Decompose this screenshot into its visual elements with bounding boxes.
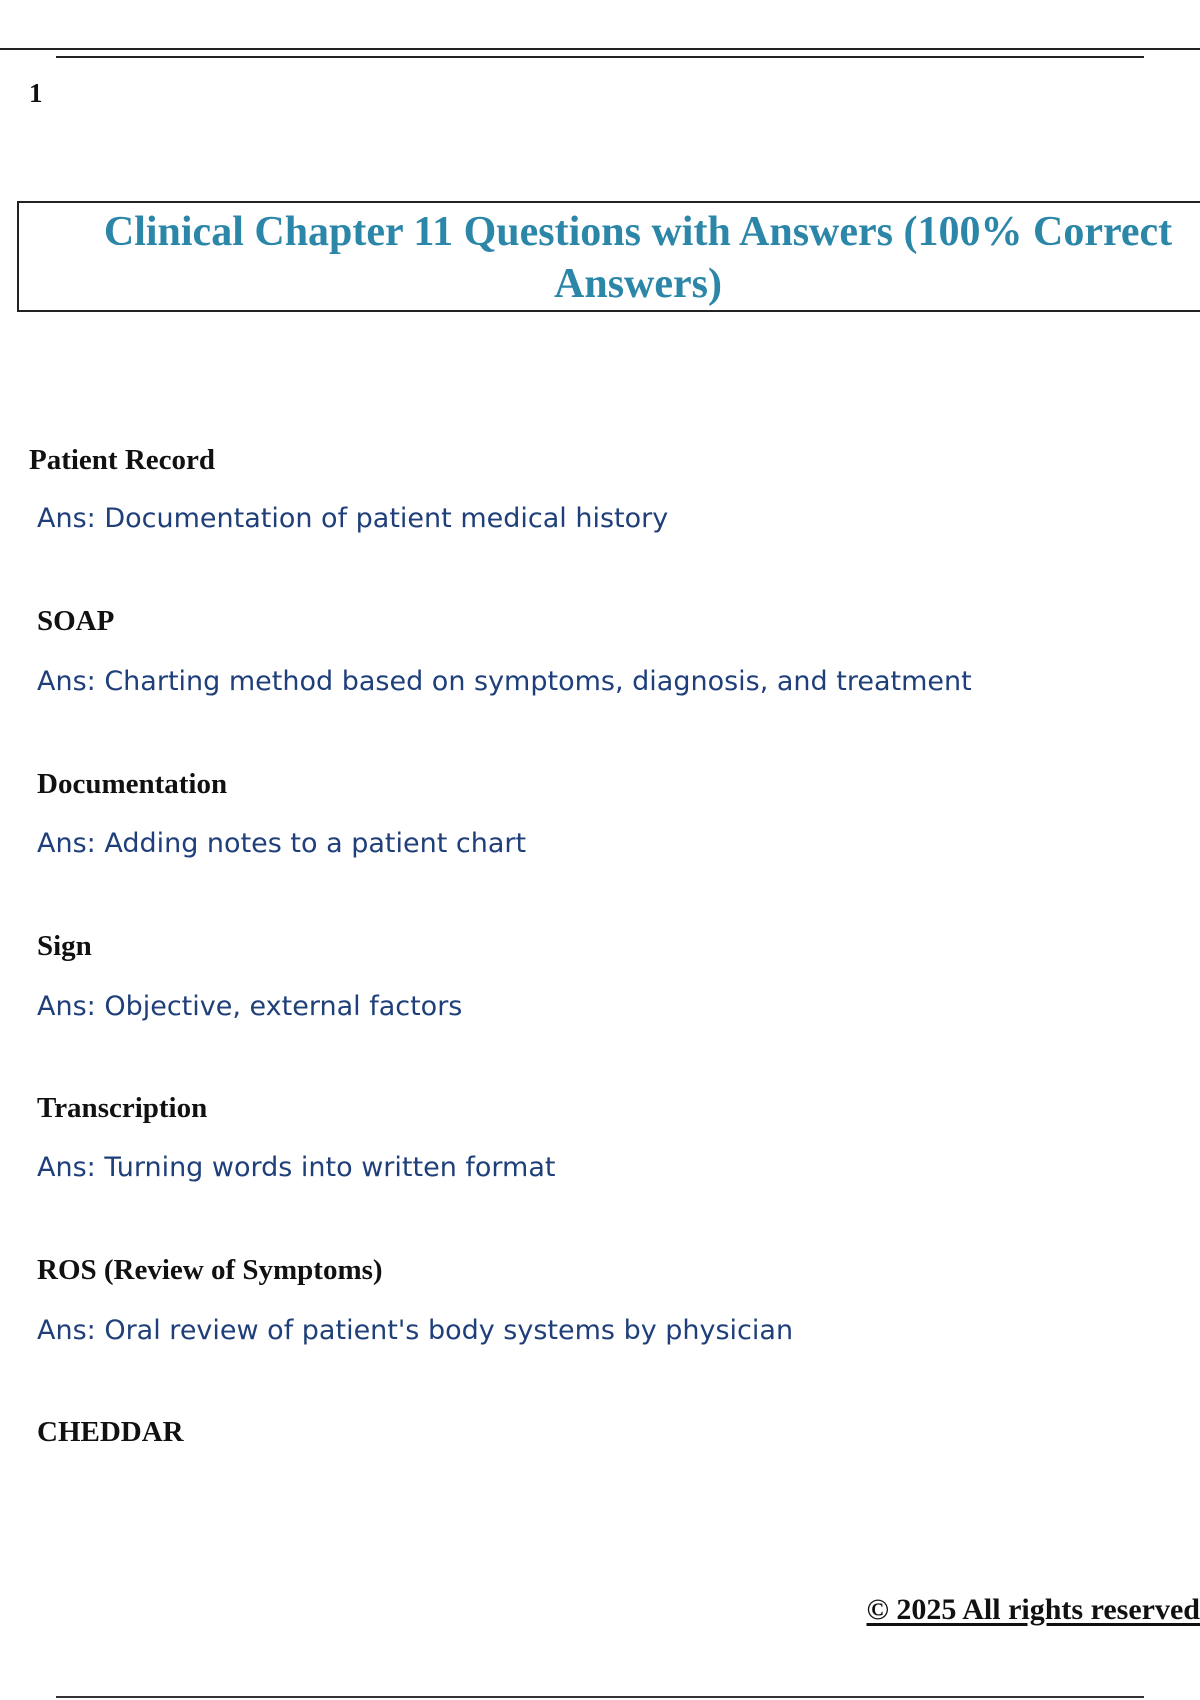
answer-ros: Ans: Oral review of patient's body systems by physician bbox=[37, 1315, 794, 1346]
answer-documentation: Ans: Adding notes to a patient chart bbox=[37, 828, 527, 859]
header-rule-outer bbox=[0, 48, 1200, 50]
question-soap: SOAP bbox=[37, 605, 115, 637]
question-documentation: Documentation bbox=[37, 768, 228, 800]
answer-sign: Ans: Objective, external factors bbox=[37, 991, 463, 1022]
question-transcription: Transcription bbox=[37, 1092, 208, 1124]
page-number: 1 bbox=[29, 78, 43, 108]
header-rule-inner bbox=[56, 56, 1144, 58]
answer-transcription: Ans: Turning words into written format bbox=[37, 1152, 556, 1183]
footer-rule bbox=[56, 1696, 1144, 1698]
title-box bbox=[17, 201, 1200, 312]
copyright-notice: © 2025 All rights reserved bbox=[866, 1593, 1200, 1626]
question-cheddar: CHEDDAR bbox=[37, 1416, 184, 1448]
question-sign: Sign bbox=[37, 930, 92, 962]
question-ros: ROS (Review of Symptoms) bbox=[37, 1254, 383, 1286]
question-patient-record: Patient Record bbox=[29, 444, 216, 476]
answer-soap: Ans: Charting method based on symptoms, diagnosis, and treatment bbox=[37, 666, 972, 697]
answer-patient-record: Ans: Documentation of patient medical history bbox=[37, 503, 669, 534]
document-title: Clinical Chapter 11 Questions with Answers (100% Correct Answers) bbox=[103, 208, 1173, 307]
